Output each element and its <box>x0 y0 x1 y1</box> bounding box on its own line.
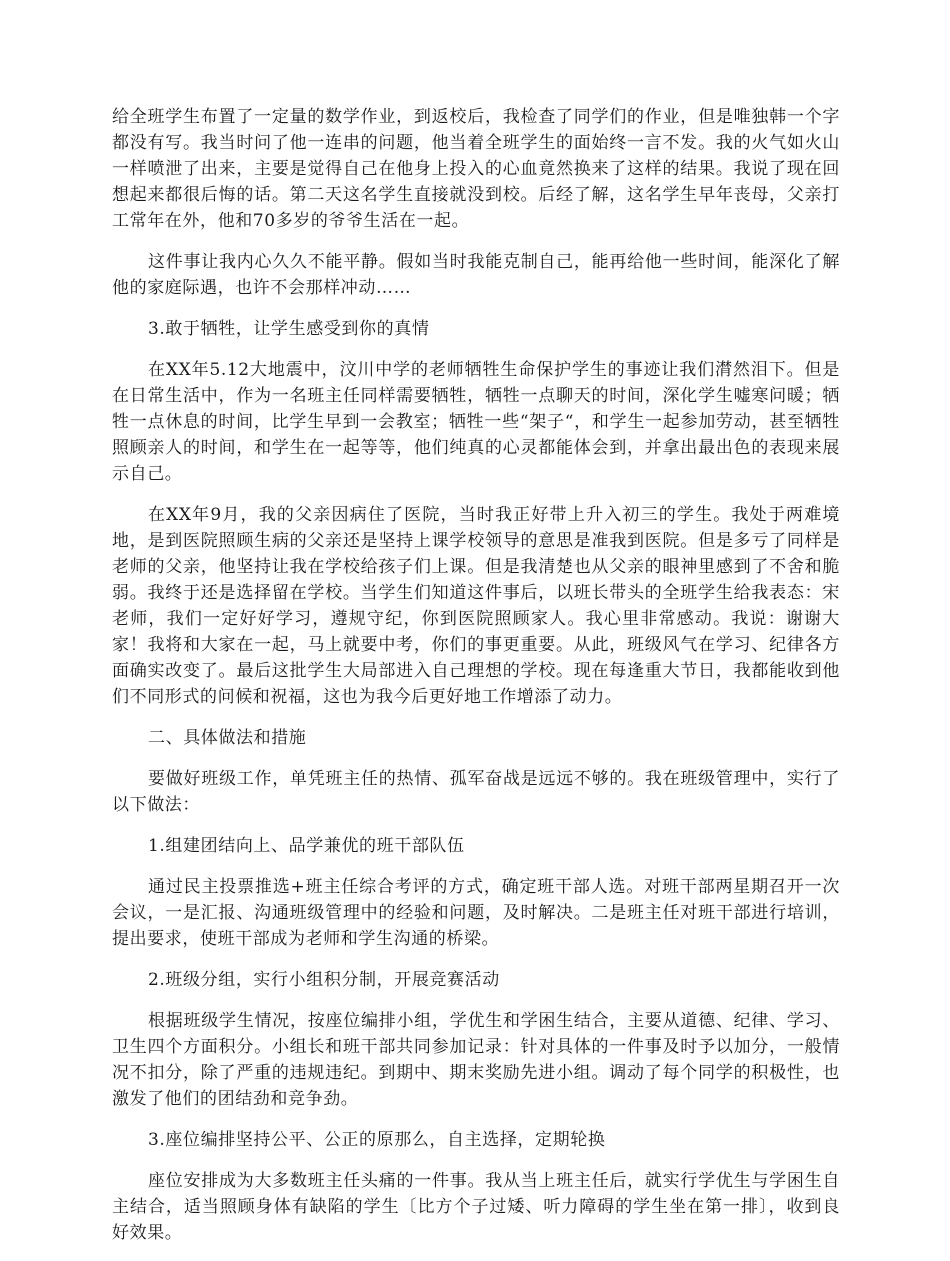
paragraph: 这件事让我内心久久不能平静。假如当时我能克制自己，能再给他一些时间，能深化了解他的家庭际遇，也许不会那样冲动…… <box>112 252 840 298</box>
section-heading: 3.座位编排坚持公平、公正的原那么，自主选择，定期轮换 <box>148 1130 606 1150</box>
paragraph: 在XX年5.12大地震中，汶川中学的老师牺牲生命保护学生的事迹让我们潸然泪下。但是在日常生活中，作为一名班主任同样需要牺牲，牺牲一点聊天的时间，深化学生嘘寒问暖；牺牲一点休息的时间，比学生早到一会教室；牺牲一些“架子“，和学生一起参加劳动，甚至牺牲照顾亲人的时间，和学生在一起等等，他们纯真的心灵都能体会到，并拿出最出色的表现来展示自己。 <box>112 360 840 484</box>
section-heading: 3.敢于牺牲，让学生感受到你的真情 <box>148 319 430 339</box>
paragraph-continued: 给全班学生布置了一定量的数学作业，到返校后，我检查了同学们的作业，但是唯独韩一个字都没有写。我当时问了他一连串的问题，他当着全班学生的面始终一言不发。我的火气如火山一样喷泄了出来，主要是觉得自己在他身上投入的心血竟然换来了这样的结果。我说了现在回想起来都很后悔的话。第二天这名学生直接就没到校。后经了解，这名学生早年丧母，父亲打工常年在外，他和70多岁的爷爷生活在一起。 <box>112 107 840 231</box>
paragraph: 座位安排成为大多数班主任头痛的一件事。我从当上班主任后，就实行学优生与学困生自主结合，适当照顾身体有缺陷的学生〔比方个子过矮、听力障碍的学生坐在第一排〕，收到良好效果。 <box>112 1171 840 1243</box>
paragraph: 要做好班级工作，单凭班主任的热情、孤军奋战是远远不够的。我在班级管理中，实行了以下做法： <box>112 769 840 815</box>
paragraph: 通过民主投票推选+班主任综合考评的方式，确定班干部人选。对班干部两星期召开一次会议，一是汇报、沟通班级管理中的经验和问题，及时解决。二是班主任对班干部进行培训，提出要求，使班干部成为老师和学生沟通的桥梁。 <box>112 877 840 949</box>
paragraph: 根据班级学生情况，按座位编排小组，学优生和学困生结合，主要从道德、纪律、学习、卫生四个方面积分。小组长和班干部共同参加记录：针对具体的一件事及时予以加分，一般情况不扣分，除了严重的违规违纪。到期中、期末奖励先进小组。调动了每个同学的积极性，也激发了他们的团结劲和竞争劲。 <box>112 1011 840 1109</box>
document-body <box>112 104 840 1261</box>
paragraph: 在XX年9月，我的父亲因病住了医院，当时我正好带上升入初三的学生。我处于两难境地，是到医院照顾生病的父亲还是坚持上课学校领导的意思是准我到医院。但是多亏了同样是老师的父亲，他坚持让我在学校给孩子们上课。但是我清楚也从父亲的眼神里感到了不舍和脆弱。我终于还是选择留在学校。当学生们知道这件事后，以班长带头的全班学生给我表态：宋老师，我们一定好好学习，遵规守纪，你到医院照顾家人。我心里非常感动。我说：谢谢大家！我将和大家在一起，马上就要中考，你们的事更重要。从此，班级风气在学习、纪律各方面确实改变了。最后这批学生大局部进入自己理想的学校。现在每逢重大节日，我都能收到他们不同形式的问候和祝福，这也为我今后更好地工作增添了动力。 <box>112 505 840 707</box>
section-heading: 二、具体做法和措施 <box>148 728 307 748</box>
section-heading: 1.组建团结向上、品学兼优的班干部队伍 <box>148 836 465 856</box>
section-heading: 2.班级分组，实行小组积分制，开展竞赛活动 <box>148 970 500 990</box>
